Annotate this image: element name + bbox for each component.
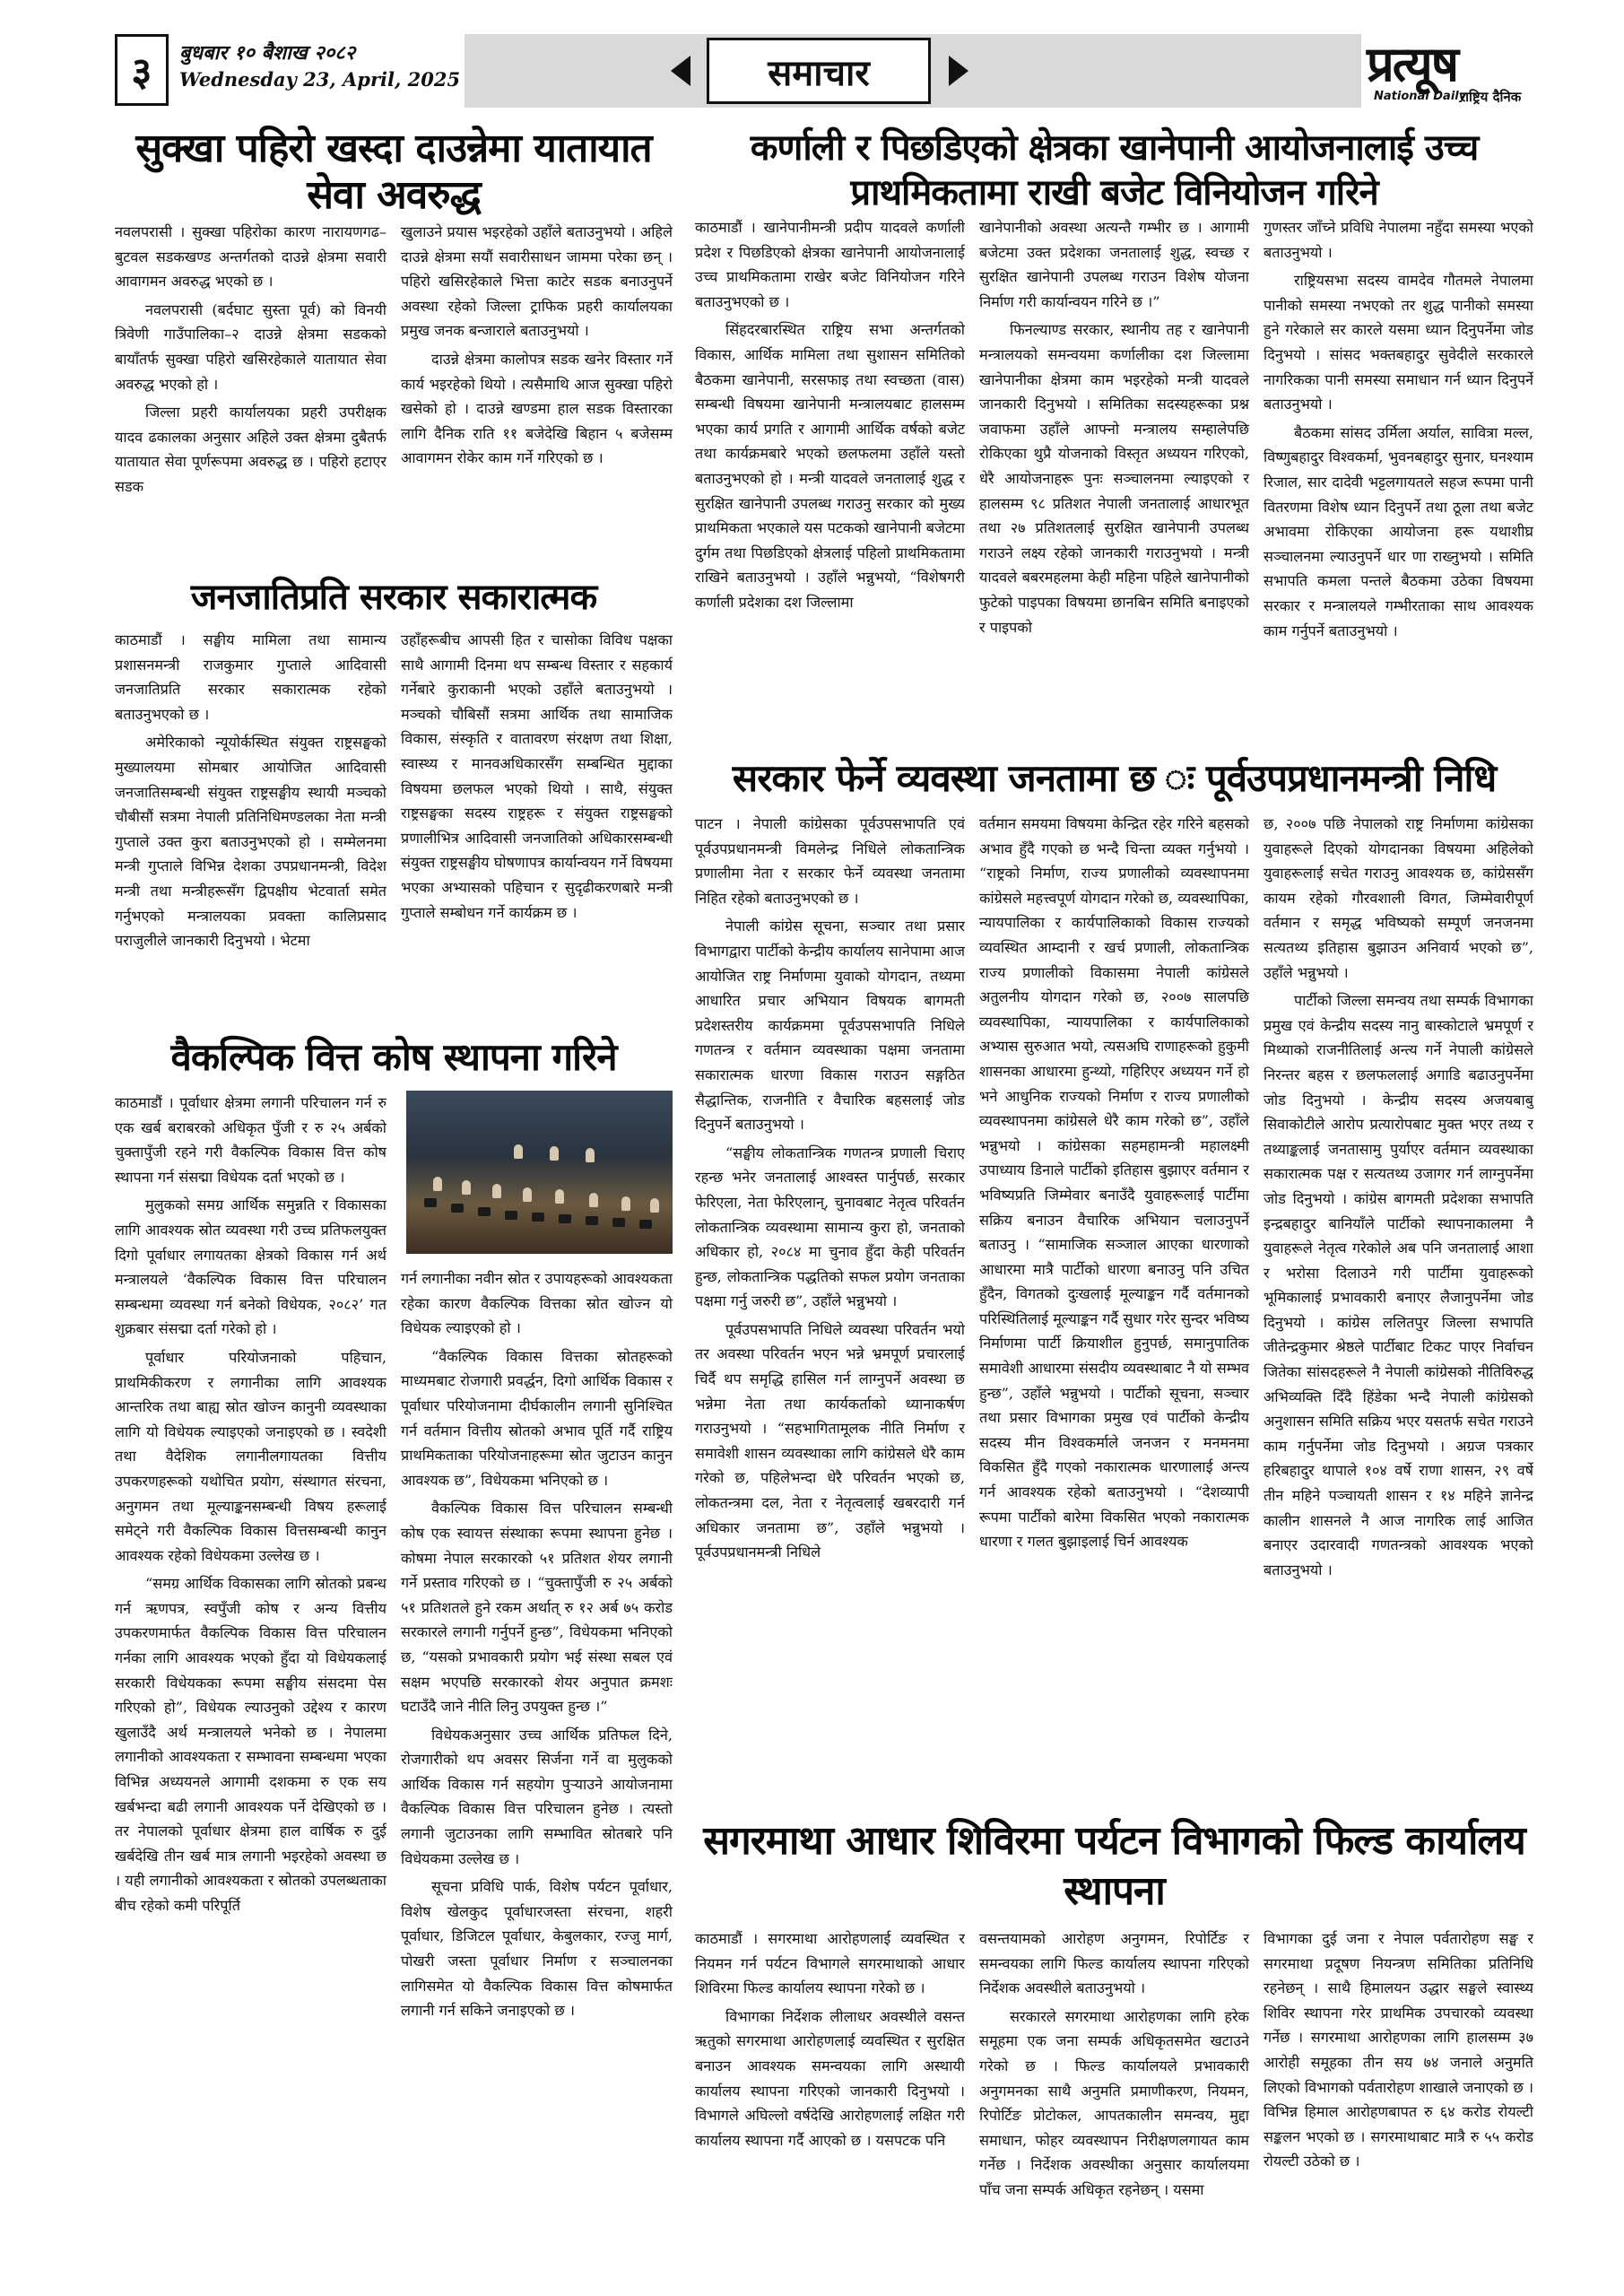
nidhi-col-2 xyxy=(979,812,1249,1821)
everest-col-1 xyxy=(695,1926,965,2267)
water-col-3 xyxy=(1264,215,1533,753)
paragraph: फिनल्याण्ड सरकार, स्थानीय तह र खानेपानी मन्त्रालयको समन्वयमा कर्णालीका दश जिल्लामा खानेपानीका क्षेत्रमा काम भइरहेको मन्त्री यादवले जानकारी दिनुभयो । समितिका सदस्यहरूका प्रश्न जवाफमा उहाँले आफ्नो मन्त्रालय सम्हालेपछि रोकिएका थुप्रै योजनाको विस्तृत अध्ययन गरिएको, धेरै आयोजनाहरू पुनः सञ्चालनमा ल्याइएको र हालसम्म ९८ प्रतिशत नेपाली जनतालाई आधारभूत तथा २७ प्रतिशतलाई सुरक्षित खानेपानी उपलब्ध गराउने लक्ष्य रहेको जानकारी गराउनुभयो । मन्त्री यादवले बबरमहलमा केही महिना पहिले खानेपानीको फुटेको पाइपका विषयमा छानबिन समिति बनाइएको र पाइपको xyxy=(979,321,1249,636)
masthead-bar xyxy=(465,34,1406,108)
paragraph: काठमाडौं । सङ्घीय मामिला तथा सामान्य प्रशासनमन्त्री राजकुमार गुप्ताले आदिवासी जनजातिप्रति सरकार सकारात्मक रहेको बताउनुभएको छ । xyxy=(115,631,386,723)
paragraph: नेपाली कांग्रेस सूचना, सञ्चार तथा प्रसार विभागद्वारा पार्टीको केन्द्रीय कार्यालय सानेपामा आज आयोजित राष्ट्र निर्माणमा युवाको योगदान, तथ्यमा आधारित प्रचार अभियान विषयक बागमती प्रदेशस्तरीय कार्यक्रममा पूर्वउपसभापति निधिले गणतन्त्र र वर्तमान व्यवस्थाका पक्षमा जनतामा सकारात्मक धारणा विकास गराउन सङ्गठित सैद्धान्तिक, राजनीति र वैचारिक बहसलाई जोड दिनुपर्ने बताउनुभयो । xyxy=(695,918,965,1134)
paragraph: मुलुकको समग्र आर्थिक समुन्नति र विकासका लागि आवश्यक स्रोत व्यवस्था गरी उच्च प्रतिफलयुक्त दिगो पूर्वाधार लगायतका क्षेत्रको विकास गर्न अर्थ मन्त्रालयले ‘वैकल्पिक विकास वित्त परिचालन सम्बन्धमा व्यवस्था गर्न बनेको विधेयक, २०८२’ गत शुक्रबार संसद्मा दर्ता गरेको हो । xyxy=(115,1196,386,1338)
parliament-photo xyxy=(406,1091,673,1254)
date-nepali: बुधबार १० बैशाख २०८२ xyxy=(179,41,356,65)
paragraph: काठमाडौं । सगरमाथा आरोहणलाई व्यवस्थित र नियमन गर्न पर्यटन विभागले सगरमाथाको आधार शिविरमा फिल्ड कार्यालय स्थापना गरेको छ । xyxy=(695,1930,965,1997)
paragraph: बैठकमा सांसद उर्मिला अर्याल, सावित्रा मल्ल, विष्णुबहादुर विश्वकर्मा, भुवनबहादुर सुनार, घनश्याम रिजाल, सार दादेवी भट्टलगायतले सहज रूपमा पानी वितरणमा विशेष ध्यान दिनुपर्ने तथा ठूला तथा बजेट अभावमा रोकिएका आयोजना हरू यथाशीघ्र सञ्चालनमा ल्याउनुपर्ने धार णा राख्नुभयो । समिति सभापति कमला पन्तले बैठकमा उठेका विषयमा सरकार र मन्त्रालयले गम्भीरताका साथ आवश्यक काम गर्नुपर्ने बताउनुभयो । xyxy=(1264,423,1533,639)
ethnic-col-1 xyxy=(115,628,386,1040)
nidhi-col-1 xyxy=(695,812,965,1821)
finance-body xyxy=(115,1091,673,2266)
section-title: समाचार xyxy=(707,38,931,104)
paragraph: गुणस्तर जाँच्ने प्रविधि नेपालमा नहुँदा समस्या भएको बताउनुभयो । xyxy=(1264,219,1533,261)
paragraph: वसन्तयामको आरोहण अनुगमन, रिपोर्टिङ र समन्वयका लागि फिल्ड कार्यालय स्थापना गरिएको निर्देशक अवस्थीले बताउनुभयो । xyxy=(979,1930,1249,1997)
water-headline: कर्णाली र पिछडिएको क्षेत्रका खानेपानी आयोजनालाई उच्च प्राथमिकतामा राखी बजेट विनियोजन गरिने xyxy=(750,127,1479,213)
paragraph: खुलाउने प्रयास भइरहेको उहाँले बताउनुभयो । अहिले दाउन्ने क्षेत्रमा सयौं सवारीसाधन जाममा परेका छन् । पहिरो खसिरहेकाले भित्ता काटेर सडक बनाउनुपर्ने अवस्था रहेको जिल्ला ट्राफिक प्रहरी कार्यालयका प्रमुख जनक बन्जाराले बताउनुभयो । xyxy=(401,223,673,340)
ethnic-body xyxy=(115,628,673,1040)
water-body xyxy=(695,215,1533,753)
finance-col-2 xyxy=(401,1091,673,2266)
paragraph: पाटन । नेपाली कांग्रेसका पूर्वउपसभापति एवं पूर्वउपप्रधानमन्त्री विमलेन्द्र निधिले लोकतान्त्रिक प्रणालीमा नेता र सरकार फेर्ने व्यवस्था जनतामा निहित रहेको बताउनुभएको छ । xyxy=(695,815,965,907)
paragraph: नवलपरासी (बर्दघाट सुस्ता पूर्व) को विनयी त्रिवेणी गाउँपालिका–२ दाउन्ने क्षेत्रमा सडकको बायाँतर्फ सुक्खा पहिरो खसिरहेकाले यातायात सेवा अवरुद्ध भएको हो । xyxy=(115,300,386,393)
nidhi-col-3 xyxy=(1264,812,1533,1821)
water-col-2 xyxy=(979,215,1249,753)
everest-col-3 xyxy=(1264,1926,1533,2267)
landslide-body xyxy=(115,220,673,577)
issue-date xyxy=(179,39,475,93)
paragraph: काठमाडौं । पूर्वाधार क्षेत्रमा लगानी परिचालन गर्न रु एक खर्ब बराबरको अधिकृत पुँजी र रु २५ अर्बको चुक्तापुँजी रहने गरी वैकल्पिक विकास वित्त कोष स्थापना गर्न संसद्मा विधेयक दर्ता भएको छ । xyxy=(115,1094,386,1186)
paragraph: अमेरिकाको न्यूयोर्कस्थित संयुक्त राष्ट्रसङ्घको मुख्यालयमा सोमबार आयोजित आदिवासी जनजातिसम्बन्धी संयुक्त राष्ट्रसङ्घीय स्थायी मञ्चको चौबीसौं सत्रमा नेपाली प्रतिनिधिमण्डलका नेता मन्त्री गुप्ताले उक्त कुरा बताउनुभएको हो । सम्मेलनमा मन्त्री गुप्ताले विभिन्न देशका उपप्रधानमन्त्री, विदेश मन्त्री तथा मन्त्रीहरूसँग द्विपक्षीय भेटवार्ता समेत गर्नुभएको मन्त्रालयका प्रवक्ता कालिप्रसाद पराजुलीले जानकारी दिनुभयो । भेटमा xyxy=(115,734,386,950)
arrow-right-icon xyxy=(949,56,968,86)
newspaper-logo xyxy=(1361,29,1541,115)
paragraph: पूर्वउपसभापति निधिले व्यवस्था परिवर्तन भयो तर अवस्था परिवर्तन भएन भन्ने भ्रमपूर्ण प्रचारलाई चिर्दै थप समृद्धि हासिल गर्न लाग्नुपर्ने अवस्था छ भन्नेमा नेता तथा कार्यकर्ताको ध्यानाकर्षण गराउनुभयो । “सहभागितामूलक नीति निर्माण र समावेशी शासन व्यवस्थाका लागि कांग्रेसले धेरै काम गरेको छ, पहिलेभन्दा धेरै परिवर्तन भएको छ, लोकतन्त्रमा दल, नेता र नेतृत्वलाई खबरदारी गर्न अधिकार जनतामा छ”, उहाँले भन्नुभयो । पूर्वउपप्रधानमन्त्री निधिले xyxy=(695,1320,965,1561)
everest-body xyxy=(695,1926,1533,2267)
paragraph: पार्टीको जिल्ला समन्वय तथा सम्पर्क विभागका प्रमुख एवं केन्द्रीय सदस्य नानु बास्कोटाले भ्रमपूर्ण र मिथ्याको राजनीतिलाई अन्त्य गर्ने नेपाली कांग्रेसले निरन्तर बहस र छलफललाई अगाडि बढाउनुपर्नेमा जोड दिनुभयो । केन्द्रीय सदस्य अजयबाबु सिवाकोटीले आरोप प्रत्यारोपबाट मुक्त भएर तथ्य र तथ्याङ्कलाई जनतासामु पुर्याएर वर्तमान व्यवस्थाका सकारात्मक पक्ष र सत्यतथ्य उजागर गर्न लाग्नुपर्नेमा जोड दिनुभयो । कांग्रेस बागमती प्रदेशका सभापति इन्द्रबहादुर बानियाँले पार्टीको स्थापनाकालमा नै युवाहरूले नेतृत्व गरेकोले अब पनि जनतालाई आशा र भरोसा दिलाउने गरी पार्टीमा युवाहरूको भूमिकालाई प्रभावकारी बनाएर लैजानुपर्नेमा जोड दिनुभयो । कांग्रेस ललितपुर जिल्ला सभापति जीतेन्द्रकुमार श्रेष्ठले पार्टीबाट टिकट पाएर निर्वाचन जितेका सांसदहरूले नै नेपाली कांग्रेसको नीतिविरुद्ध अभिव्यक्ति दिँदै हिंडेका भन्दै नेपाली कांग्रेसको अनुशासन समिति सक्रिय भएर यसतर्फ सचेत गराउने काम गर्नुपर्नेमा जोड दिनुभयो । अग्रज पत्रकार हरिबहादुर थापाले १०४ वर्षे राणा शासन, २९ वर्षे तीन महिने पञ्चायती शासन र १४ महिने ज्ञानेन्द्र कालीन शासनले नै आज नागरिक लाई आजित बनाएर उदारवादी गणतन्त्रको आवश्यक भएको बताउनुभयो । xyxy=(1264,992,1533,1578)
paragraph: वर्तमान समयमा विषयमा केन्द्रित रहेर गरिने बहसको अभाव हुँदै गएको छ भन्दै चिन्ता व्यक्त गर्नुभयो । “राष्ट्रको निर्माण, राज्य प्रणालीको व्यवस्थापनमा कांग्रेसले महत्त्वपूर्ण योगदान गरेको छ, व्यवस्थापिका, न्यायपालिका र कार्यपालिकाको विकास राज्यको व्यवस्थित आम्दानी र खर्च प्रणाली, लोकतान्त्रिक राज्य प्रणालीको विकासमा नेपाली कांग्रेसले अतुलनीय योगदान गरेको छ, २००७ सालपछि व्यवस्थापिका, न्यायपालिका र कार्यपालिकाको अभ्यास सुरुआत भयो, त्यसअघि राणाहरूको हुकुमी शासनका आधारमा हुन्थ्यो, गहिरिएर अध्ययन गर्ने हो भने आधुनिक राज्यको निर्माण र राज्य प्रणालीको व्यवस्थापनमा कांग्रेसले धेरै काम गरेको छ”, उहाँले भन्नुभयो । कांग्रेसका सहमहामन्त्री महालक्ष्मी उपाध्याय डिनाले पार्टीको इतिहास बुझाएर वर्तमान र भविष्यप्रति जिम्मेवार बनाउँदै युवाहरूलाई पार्टीमा सक्रिय बनाउन वैचारिक अभियान चलाउनुपर्ने बताउनु । “सामाजिक सञ्जाल आएका धारणाको आधारमा मात्रै पार्टीको धारणा बनाउनु पनि उचित हुँदैन, विगतको दुःखलाई मूल्याङ्कन गर्दै वर्तमानको परिस्थितिलाई मूल्याङ्कन गर्दै सुधार गरेर सुन्दर भविष्य निर्माणमा पार्टी क्रियाशील हुनुपर्छ, समानुपातिक समावेशी आधारमा संसदीय व्यवस्थाबाट नै यो सम्भव हुन्छ”, उहाँले भन्नुभयो । पार्टीको सूचना, सञ्चार तथा प्रसार विभागका प्रमुख एवं पार्टीको केन्द्रीय सदस्य मीन विश्वकर्माले जनजन र मनमनमा विकसित हुँदै गएको नकारात्मक धारणालाई अन्त्य गर्न आवश्यक रहेको बताउनुभयो । “देशव्यापी रूपमा पार्टीको बारेमा विकसित भएको नकारात्मक धारणा र गलत बुझाइलाई चिर्न आवश्यक xyxy=(979,815,1249,1551)
paragraph: “सङ्घीय लोकतान्त्रिक गणतन्त्र प्रणाली चिराए रहन्छ भनेर जनतालाई आश्वस्त पार्नुपर्छ, सरकार फेरिएला, नेता फेरिएलान्, चुनावबाट नेतृत्व परिवर्तन लोकतान्त्रिक व्यवस्थामा सामान्य कुरा हो, जनताको अधिकार हो, २०८४ मा चुनाव हुँदा केही परिवर्तन हुन्छ, लोकतान्त्रिक पद्धतिको सफल प्रयोग जनताका पक्षमा गर्नु जरुरी छ”, उहाँले भन्नुभयो । xyxy=(695,1144,965,1310)
paragraph: दाउन्ने क्षेत्रमा कालोपत्र सडक खनेर विस्तार गर्ने कार्य भइरहेको थियो । त्यसैमाथि आज सुक्खा पहिरो खसेको हो । दाउन्ने खण्डमा हाल सडक विस्तारका लागि दैनिक राति ११ बजेदेखि बिहान ५ बजेसम्म आवागमन रोकेर काम गर्ने गरिएको छ । xyxy=(401,350,673,467)
paragraph: गर्न लगानीका नवीन स्रोत र उपायहरूको आवश्यकता रहेका कारण वैकल्पिक वित्तका स्रोत खोज्न यो विधेयक ल्याइएको हो । xyxy=(401,1270,673,1337)
paragraph: “वैकल्पिक विकास वित्तका स्रोतहरूको माध्यमबाट रोजगारी प्रवर्द्धन, दिगो आर्थिक विकास र पूर्वाधार परियोजनामा दीर्घकालीन लगानी सुनिश्चित गर्न वर्तमान वित्तीय स्रोतको अभाव पूर्ति गर्दै राष्ट्रिय प्राथमिकताका परियोजनाहरूमा स्रोत जुटाउन कानुन आवश्यक छ”, विधेयकमा भनिएको छ । xyxy=(401,1347,673,1489)
everest-col-2 xyxy=(979,1926,1249,2267)
paragraph: सिंहदरबारस्थित राष्ट्रिय सभा अन्तर्गतको विकास, आर्थिक मामिला तथा सुशासन समितिको बैठकमा खानेपानी, सरसफाइ तथा स्वच्छता (वास) सम्बन्धी विषयमा खानेपानी मन्त्रालयबाट हालसम्म भएका कार्य प्रगति र आगामी आर्थिक वर्षको बजेट तथा कार्यक्रमबारे भएको छलफलमा उहाँले यस्तो बताउनुभएको हो । मन्त्री यादवले जनतालाई शुद्ध र सुरक्षित खानेपानी उपलब्ध गराउनु सरकार को मुख्य प्राथमिकता भएकाले यस पटकको खानेपानी बजेटमा दुर्गम तथा पिछडिएको क्षेत्रलाई पहिलो प्राथमिकतामा राखिने बताउनुभयो । उहाँले भन्नुभयो, “विशेषगरी कर्णाली प्रदेशका दश जिल्लामा xyxy=(695,321,965,611)
landslide-col-2 xyxy=(401,220,673,577)
paragraph: विभागका दुई जना र नेपाल पर्वतारोहण सङ्घ र सगरमाथा प्रदूषण नियन्त्रण समितिका प्रतिनिधि रहनेछन् । साथै हिमालयन उद्धार सङ्घले स्वास्थ्य शिविर स्थापना गरेर प्राथमिक उपचारको व्यवस्था गर्नेछ । सगरमाथा आरोहणका लागि हालसम्म ३७ आरोही समूहका तीन सय ७४ जनाले अनुमति लिएको विभागको पर्वतारोहण शाखाले जनाएको छ । विभिन्न हिमाल आरोहणबापत रु ६४ करोड रोयल्टी सङ्कलन भएको छ । सगरमाथाबाट मात्रै रु ५५ करोड रोयल्टी उठेको छ । xyxy=(1264,1930,1533,2170)
masthead xyxy=(115,34,1533,122)
paragraph: सूचना प्रविधि पार्क, विशेष पर्यटन पूर्वाधार, विशेष खेलकुद पूर्वाधारजस्ता संरचना, शहरी पूर्वाधार, डिजिटल पूर्वाधार, केबुलकार, रज्जु मार्ग, पोखरी जस्ता पूर्वाधार निर्माण र सञ्चालनका लागिसमेत यो वैकल्पिक विकास वित्त कोषमार्फत लगानी गर्न सकिने जनाइएको छ । xyxy=(401,1878,673,2020)
page-number: ३ xyxy=(115,34,169,106)
landslide-headline: सुक्खा पहिरो खस्दा दाउन्नेमा यातायात सेवा अवरुद्ध xyxy=(135,126,652,218)
paragraph: उहाँहरूबीच आपसी हित र चासोका विविध पक्षका साथै आगामी दिनमा थप सम्बन्ध विस्तार र सहकार्य गर्नेबारे कुराकानी भएको उहाँले बताउनुभयो । मञ्चको चौबिसौं सत्रमा आर्थिक तथा सामाजिक विकास, संस्कृति र वातावरण संरक्षण तथा शिक्षा, स्वास्थ्य र मानवअधिकारसँग सम्बन्धित मुद्दाका विषयमा छलफल भएको थियो । साथै, संयुक्त राष्ट्रसङ्घका सदस्य राष्ट्रहरू र संयुक्त राष्ट्रसङ्घको प्रणालीभित्र आदिवासी जनजातिको अधिकारसम्बन्धी संयुक्त राष्ट्रसङ्घीय घोषणापत्र कार्यान्वयन गर्ने विषयमा भएका अभ्यासको पहिचान र सुदृढीकरणबारे मन्त्री गुप्ताले सम्बोधन गर्ने कार्यक्रम छ । xyxy=(401,631,673,921)
nidhi-body xyxy=(695,812,1533,1821)
paragraph: नवलपरासी । सुक्खा पहिरोका कारण नारायणगढ–बुटवल सडकखण्ड अन्तर्गतको दाउन्ने क्षेत्रमा सवारी आवागमन अवरुद्ध भएको छ । xyxy=(115,223,386,291)
paragraph: राष्ट्रियसभा सदस्य वामदेव गौतमले नेपालमा पानीको समस्या नभएको तर शुद्ध पानीको समस्या हुने गरेकाले सर कारले यसमा ध्यान दिनुपर्नेमा जोड दिनुभयो । सांसद भक्तबहादुर सुवेदीले सरकारले नागरिकका पानी समस्या समाधान गर्न ध्यान दिनुपर्ने बताउनुभयो । xyxy=(1264,272,1533,413)
paragraph: विभागका निर्देशक लीलाधर अवस्थीले वसन्त ऋतुको सगरमाथा आरोहणलाई व्यवस्थित र सुरक्षित बनाउन आवश्यक समन्वयका लागि अस्थायी कार्यालय स्थापना गरिएको जानकारी दिनुभयो । विभागले अघिल्लो वर्षदेखि आरोहणलाई लक्षित गरी कार्यालय स्थापना गर्दै आएको छ । यसपटक पनि xyxy=(695,2007,965,2149)
nidhi-headline: सरकार फेर्ने व्यवस्था जनतामा छ ः पूर्वउपप्रधानमन्त्री निधि xyxy=(732,756,1497,800)
paragraph: पूर्वाधार परियोजनाको पहिचान, प्राथमिकीकरण र लगानीका लागि आवश्यक आन्तरिक तथा बाह्य स्रोत खोज्न कानुनी व्यवस्थाका लागि यो विधेयक ल्याइएको जनाइएको छ । स्वदेशी तथा वैदेशिक लगानीलगायतका वित्तीय उपकरणहरूको यथोचित प्रयोग, संस्थागत संरचना, अनुगमन तथा मूल्याङ्कनसम्बन्धी विषय हरूलाई समेट्ने गरी वैकल्पिक विकास वित्तसम्बन्धी कानुन आवश्यक रहेको विधेयकमा उल्लेख छ । xyxy=(115,1348,386,1564)
paragraph: वैकल्पिक विकास वित्त परिचालन सम्बन्धी कोष एक स्वायत्त संस्थाका रूपमा स्थापना हुनेछ । कोषमा नेपाल सरकारको ५१ प्रतिशत शेयर लगानी गर्ने प्रस्ताव गरिएको छ । “चुक्तापुँजी रु २५ अर्बको ५१ प्रतिशतले हुने रकम अर्थात् रु १२ अर्ब ७५ करोड सरकारले लगानी गर्नुपर्ने हुन्छ”, विधेयकमा भनिएको छ, “यसको प्रभावकारी प्रयोग भई संस्था सबल एवं सक्षम भएपछि सरकारको शेयर अनुपात क्रमशः घटाउँदै जाने नीति लिनु उपयुक्त हुन्छ ।” xyxy=(401,1500,673,1716)
water-col-1 xyxy=(695,215,965,753)
paragraph: विधेयकअनुसार उच्च आर्थिक प्रतिफल दिने, रोजगारीको थप अवसर सिर्जना गर्ने वा मुलुकको आर्थिक विकास गर्न सहयोग पुऱ्याउने आयोजनामा वैकल्पिक विकास वित्त परिचालन हुनेछ । त्यस्तो लगानी जुटाउनका लागि सम्भावित स्रोतबारे पनि विधेयकमा उल्लेख छ । xyxy=(401,1726,673,1867)
finance-headline: वैकल्पिक वित्त कोष स्थापना गरिने xyxy=(170,1035,617,1079)
date-english: Wednesday 23, April, 2025 xyxy=(179,68,461,91)
landslide-col-1 xyxy=(115,220,386,577)
ethnic-headline: जनजातिप्रति सरकार सकारात्मक xyxy=(190,577,597,618)
paragraph: खानेपानीको अवस्था अत्यन्तै गम्भीर छ । आगामी बजेटमा उक्त प्रदेशका जनतालाई शुद्ध, स्वच्छ र सुरक्षित खानेपानी उपलब्ध गराउन विशेष योजना निर्माण गरी कार्यान्वयन गरिने छ ।” xyxy=(979,219,1249,310)
everest-headline: सगरमाथा आधार शिविरमा पर्यटन विभागको फिल्ड कार्यालय स्थापना xyxy=(703,1818,1525,1914)
paragraph: जिल्ला प्रहरी कार्यालयका प्रहरी उपरीक्षक यादव ढकालका अनुसार अहिले उक्त क्षेत्रमा दुबैतर्फ यातायात सेवा पूर्णरूपमा अवरुद्ध छ । पहिरो हटाएर सडक xyxy=(115,404,386,495)
logo-tagline-en: National Daily xyxy=(1374,90,1467,103)
logo-tagline-np: राष्ट्रिय दैनिक xyxy=(1460,89,1522,105)
logo-text: प्रत्यूष xyxy=(1367,36,1457,92)
ethnic-col-2 xyxy=(401,628,673,1040)
finance-col-1 xyxy=(115,1091,386,2266)
paragraph: काठमाडौं । खानेपानीमन्त्री प्रदीप यादवले कर्णाली प्रदेश र पिछडिएको क्षेत्रका खानेपानी आयोजनालाई उच्च प्राथमिकतामा राखेर बजेट विनियोजन गरिने बताउनुभएको छ । xyxy=(695,219,965,310)
arrow-left-icon xyxy=(671,56,690,86)
paragraph: छ, २००७ पछि नेपालको राष्ट्र निर्माणमा कांग्रेसका युवाहरूले दिएको योगदानका विषयमा अहिलेको युवाहरूलाई सचेत गराउनु आवश्यक छ, कांग्रेससँग कायम रहेको गौरवशाली विगत, जिम्मेवारीपूर्ण वर्तमान र समृद्ध भविष्यको सम्पूर्ण जनजनमा सत्यतथ्य इतिहास बुझाउन अनिवार्य भएको छ”, उहाँले भन्नुभयो । xyxy=(1264,815,1533,981)
paragraph: सरकारले सगरमाथा आरोहणका लागि हरेक समूहमा एक जना सम्पर्क अधिकृतसमेत खटाउने गरेको छ । फिल्ड कार्यालयले प्रभावकारी अनुगमनका साथै अनुमति प्रमाणीकरण, नियमन, रिपोर्टिङ प्रोटोकल, आपतकालीन समन्वय, मुद्दा समाधान, फोहर व्यवस्थापन निरीक्षणलगायत काम गर्नेछ । निर्देशक अवस्थीका अनुसार कार्यालयमा पाँच जना सम्पर्क अधिकृत रहनेछन् । यसमा xyxy=(979,2007,1249,2198)
paragraph: “समग्र आर्थिक विकासका लागि स्रोतको प्रबन्ध गर्न ऋणपत्र, स्वपुँजी कोष र अन्य वित्तीय उपकरणमार्फत वैकल्पिक विकास वित्त परिचालन गर्नका लागि आवश्यक भएको हुँदा यो विधेयकलाई सरकारी विधेयकका रूपमा सङ्घीय संसदमा पेस गरिएको हो”, विधेयक ल्याउनुको उद्देश्य र कारण खुलाउँदै अर्थ मन्त्रालयले भनेको छ । नेपालमा लगानीको आवश्यकता र सम्भावना सम्बन्धमा भएका विभिन्न अध्ययनले आगामी दशकमा रु एक सय खर्बभन्दा बढी लगानी आवश्यक पर्ने देखिएको छ । तर नेपालको पूर्वाधार क्षेत्रमा हाल वार्षिक रु दुई खर्बदेखि तीन खर्ब मात्र लगानी भइरहेको अवस्था छ । यही लगानीको आवश्यकता र स्रोतको उपलब्धताका बीच रहेको कमी परिपूर्ति xyxy=(115,1575,386,1914)
